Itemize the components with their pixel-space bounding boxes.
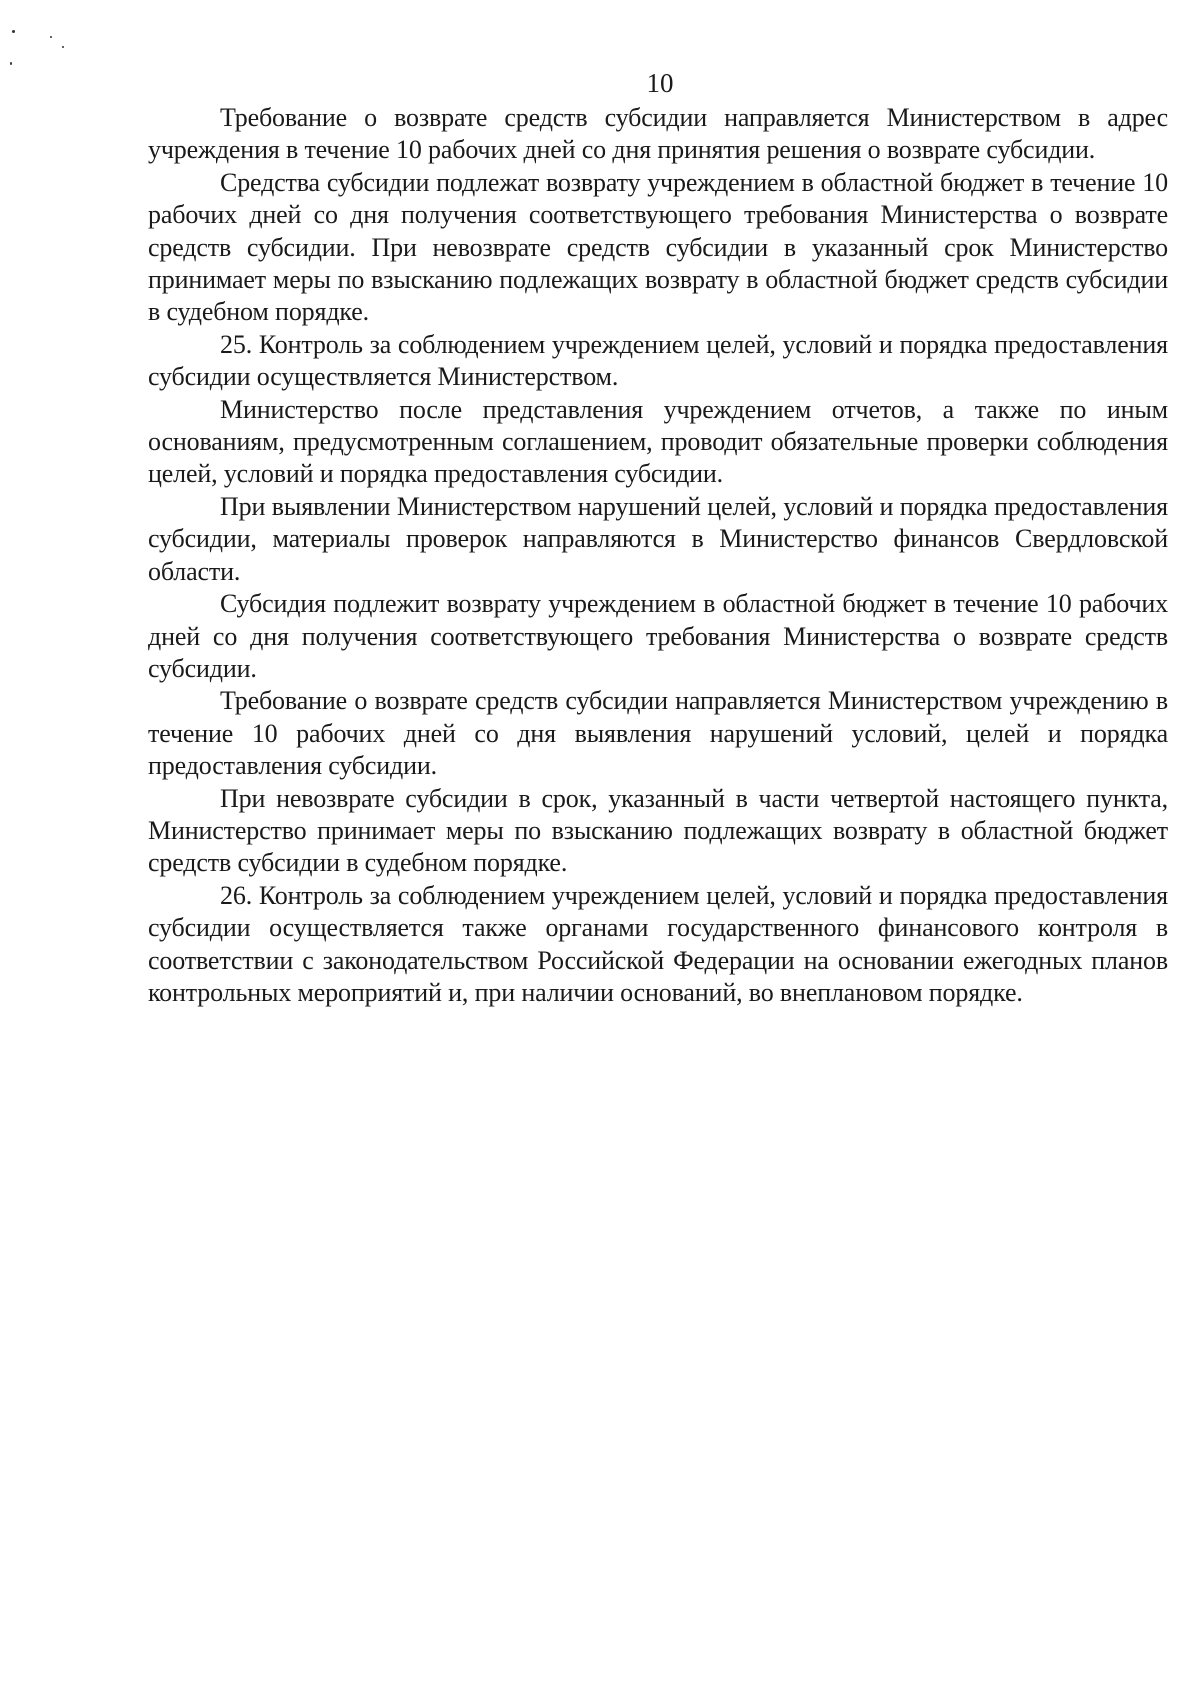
paragraph-9: 26. Контроль за соблюдением учреждением целей, условий и порядка предоставления субсидии осуществляется также органами государственного финансового контроля в соответствии с законодательством Российской Федерации на основании ежегодных планов контрольных мероприятий и, при наличии оснований, во внеплановом порядке. [148, 880, 1168, 1007]
paragraph-4: Министерство после представления учреждением отчетов, а также по иным основаниям, предусмотренным соглашением, проводит обязательные проверки соблюдения целей, условий и порядка предоставления субсидии. [148, 394, 1168, 489]
document-body [148, 102, 1168, 1009]
page-number: 10 [646, 68, 674, 98]
paragraph-2: Средства субсидии подлежат возврату учреждением в областной бюджет в течение 10 рабочих дней со дня получения соответствующего требования Министерства о возврате средств субсидии. При невозврате средств субсидии в указанный срок Министерство принимает меры по взысканию подлежащих возврату в областной бюджет средств субсидии в судебном порядке. [148, 167, 1168, 327]
scan-speck [10, 62, 12, 65]
scan-speck [62, 46, 64, 48]
paragraph-7: Требование о возврате средств субсидии направляется Министерством учреждению в течение 10 рабочих дней со дня выявления нарушений условий, целей и порядка предоставления субсидии. [148, 686, 1168, 781]
paragraph-6: Субсидия подлежит возврату учреждением в областной бюджет в течение 10 рабочих дней со дня получения соответствующего требования Министерства о возврате средств субсидии. [148, 589, 1168, 683]
paragraph-1: Требование о возврате средств субсидии направляется Министерством в адрес учреждения в течение 10 рабочих дней со дня принятия решения о возврате субсидии. [148, 103, 1168, 165]
paragraph-8: При невозврате субсидии в срок, указанный в части четвертой настоящего пункта, Министерство принимает меры по взысканию подлежащих возврату в областной бюджет средств субсидии в судебном порядке. [148, 783, 1168, 878]
paragraph-5: При выявлении Министерством нарушений целей, условий и порядка предоставления субсидии, материалы проверок направляются в Министерство финансов Свердловской области. [148, 491, 1168, 586]
scan-speck [12, 30, 15, 33]
scan-speck [50, 36, 52, 38]
paragraph-3: 25. Контроль за соблюдением учреждением целей, условий и порядка предоставления субсидии осуществляется Министерством. [148, 329, 1168, 392]
